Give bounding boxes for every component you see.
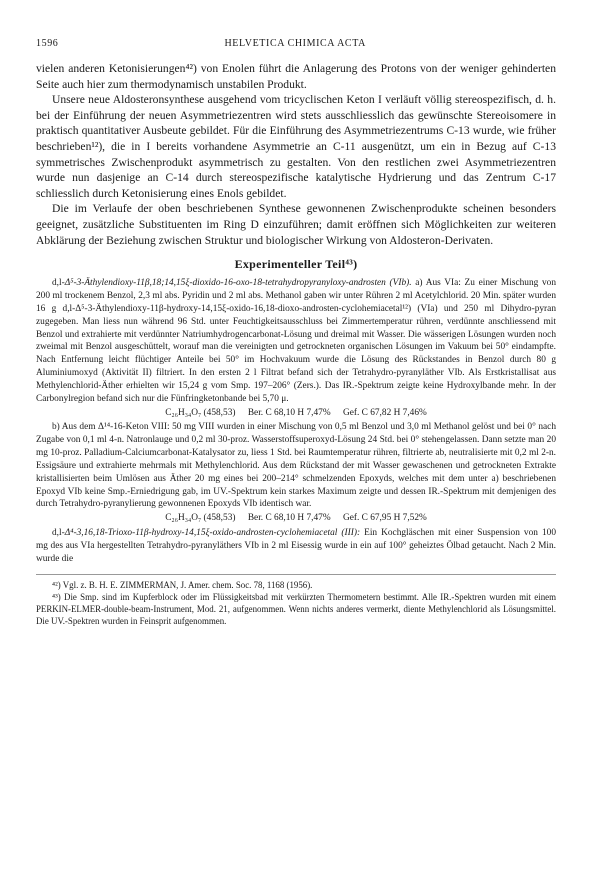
compound-vib-paragraph — [36, 277, 556, 405]
page-number: 1596 — [36, 38, 59, 49]
journal-title: HELVETICA CHIMICA ACTA — [224, 38, 366, 49]
compound-iii-name: Δ⁴-3,16,18-Trioxo-11β-hydroxy-14,15ξ-oxido-androsten-cyclohemiacetal (III): — [64, 528, 361, 539]
paragraph-2: Unsere neue Aldosteronsynthese ausgehend vom tricyclischen Keton I verläuft völlig stereospezifisch, d. h. bei der Einführung der neuen Asymmetriezentren wird stets ausschliesslich das gewünschte Stereoisomere in praktisch quantitativer Ausbeute gebildet. Für die Einführung des Asymmetriezentrums C-13 wurde, wie früher beschrieben¹²), die in I bereits vorhandene Asymmetrie an C-11 ausgenützt, um ein in Bezug auf C-13 symmetrisches Zwischenprodukt asymmetrisch zu gestalten. Von den restlichen zwei Asymmetriezentren wurde nun dasjenige an C-14 durch stereospezifische katalytische Hydrierung und das Zentrum C-17 schliesslich durch Ketonisierung eines Enols gebildet. — [36, 93, 556, 200]
paragraph-3: Die im Verlaufe der oben beschriebenen Synthese gewonnenen Zwischenprodukte scheinen besonders geeignet, zusätzliche Substituenten im Ring D einzuführen; damit eröffnen sich Möglichkeiten zur weiteren Abklärung der Beziehung zwischen Struktur und biologischer Wirkung von Aldosteron-Derivaten. — [36, 202, 556, 247]
compound-vib-procedure-b: b) Aus dem Δ¹⁴-16-Keton VIII: 50 mg VIII wurden in einer Mischung von 0,5 ml Benzol und 3,0 ml Methanol gelöst und bei 0° nach Zugabe von 0,1 ml 4-n. Natronlauge und 0,2 ml 30-proz. Wasserstoffsuperoxyd-Lösung 24 Std. bei 0° stehengelassen. Dann setzte man 20 mg 10-proz. Palladium-Calciumcarbonat-Katalysator zu, liess 1 Std. bei Raumtemperatur rühren, filtrierte ab, neutralisierte mit 0,2 ml 2-n. Essigsäure und extrahierte mehrmals mit Methylenchlorid. Aus dem Rückstand der mit Wasser gewaschenen und getrockneten Extrakte kristallisierten beim Umlösen aus Äther 20 mg eines bei 200–214° schmelzenden Epoxyds, welches mit dem unter a) beschriebenen Epoxyd VIb keine Smp.-Erniedrigung gab, im UV.-Spektrum kein starkes Maximum zeigte und dessen IR.-Spektrum mit demjenigen des durch Tetrahydro-pyranylierung gewonnenen Epoxyds VIb identisch war. — [36, 422, 556, 510]
analysis-2-calculated: Ber. C 68,10 H 7,47% — [247, 513, 331, 524]
analysis-2-formula: C₂₆H₃₄O₇ (458,53) — [165, 513, 236, 524]
analysis-1-formula: C₂₆H₃₄O₇ (458,53) — [165, 407, 236, 418]
compound-vib-procedure-a: a) Aus VIa: Zu einer Mischung von 200 ml trockenem Benzol, 2,3 ml abs. Pyridin und 2 ml abs. Methanol gaben wir unter Rühren 2 ml Acetylchlorid. 20 Min. später wurden 16 g d,l-Δ⁵-3-Äthylendioxy-11β-hydroxy-14,15ξ-oxido-16,18-dioxo-androsten-cyclohemiacetal¹²) (VIa) und 250 ml Dihydro-pyran zugegeben. Man liess nun während 96 Std. unter Feuchtigkeitsausschluss bei Zimmertemperatur rühren, verdünnte anschliessend mit Benzol und extrahierte mit verdünnter Natriumhydrogencarbonat-Lösung und dreimal mit Wasser. Die wässerigen Lösungen wurden noch zweimal mit Benzol ausgeschüttelt, worauf man die vereinigten und getrockneten organischen Lösungen im Vakuum bei 50° eindampfte. Nach Entfernung leicht flüchtiger Anteile bei 50° im Hochvakuum wurde die Lösung des Rückstandes in Benzol durch 80 g Aluminiumoxyd (Aktivität II) filtriert. In den ersten 2 l Filtrat befand sich der Tetrahydro-pyranyläther VIb. Als Erstkristallisat aus Methylenchlorid-Äther erhielten wir 15,24 g vom Smp. 197–206° (Zers.). Das IR.-Spektrum zeigte keine Hydroxylbande mehr. In der Carbonylregion befand sich nur die Fünfringketonbande bei 5,70 μ. — [36, 278, 557, 404]
compound-iii-prefix: d,l- — [52, 528, 65, 539]
running-header — [36, 38, 556, 49]
paragraph-1: vielen anderen Ketonisierungen⁴²) von Enolen führt die Anlagerung des Protons von der weniger gehinderten Seite auch hier zum thermodynamisch unstabilen Produkt. — [36, 62, 556, 91]
main-text — [36, 61, 556, 248]
compound-iii-paragraph — [36, 527, 556, 566]
compound-vib-prefix: d,l- — [52, 278, 65, 289]
analysis-1-calculated: Ber. C 68,10 H 7,47% — [247, 407, 331, 418]
footnote-43: ⁴³) Die Smp. sind im Kupferblock oder im Flüssigkeitsbad mit verkürzten Thermometern bestimmt. Alle IR.-Spektren wurden mit einem PERKIN-ELMER-double-beam-Instrument, Mod. 21, aufgenommen. Wenn nichts anderes vermerkt, diente Methylenchlorid als Lösungsmittel. Die UV.-Spektren wurden in Feinsprit aufgenommen. — [36, 591, 556, 626]
analysis-2-found: Gef. C 67,95 H 7,52% — [342, 513, 427, 524]
footnote-42: ⁴²) Vgl. z. B. H. E. ZIMMERMAN, J. Amer. chem. Soc. 78, 1168 (1956). — [52, 579, 313, 590]
footnotes — [36, 574, 556, 627]
compound-vib-name: Δ⁵-3-Äthylendioxy-11β,18;14,15ξ-dioxido-16-oxo-18-tetrahydropyranyloxy-androsten (VIb). — [64, 278, 412, 289]
experimental-section — [36, 277, 556, 566]
elemental-analysis-2 — [36, 512, 556, 525]
compound-iii-procedure: Ein Kochgläschen mit einer Suspension von 100 mg des aus VIa hergestellten Tetrahydro-pyranyläthers VIb in 2 ml Eisessig wurde in ein auf 100° geheiztes Ölbad getaucht. Nach 2 Min. wurde die — [36, 528, 556, 564]
elemental-analysis-1 — [36, 407, 556, 420]
section-heading: Experimenteller Teil⁴³) — [234, 257, 358, 272]
analysis-1-found: Gef. C 67,82 H 7,46% — [342, 407, 427, 418]
